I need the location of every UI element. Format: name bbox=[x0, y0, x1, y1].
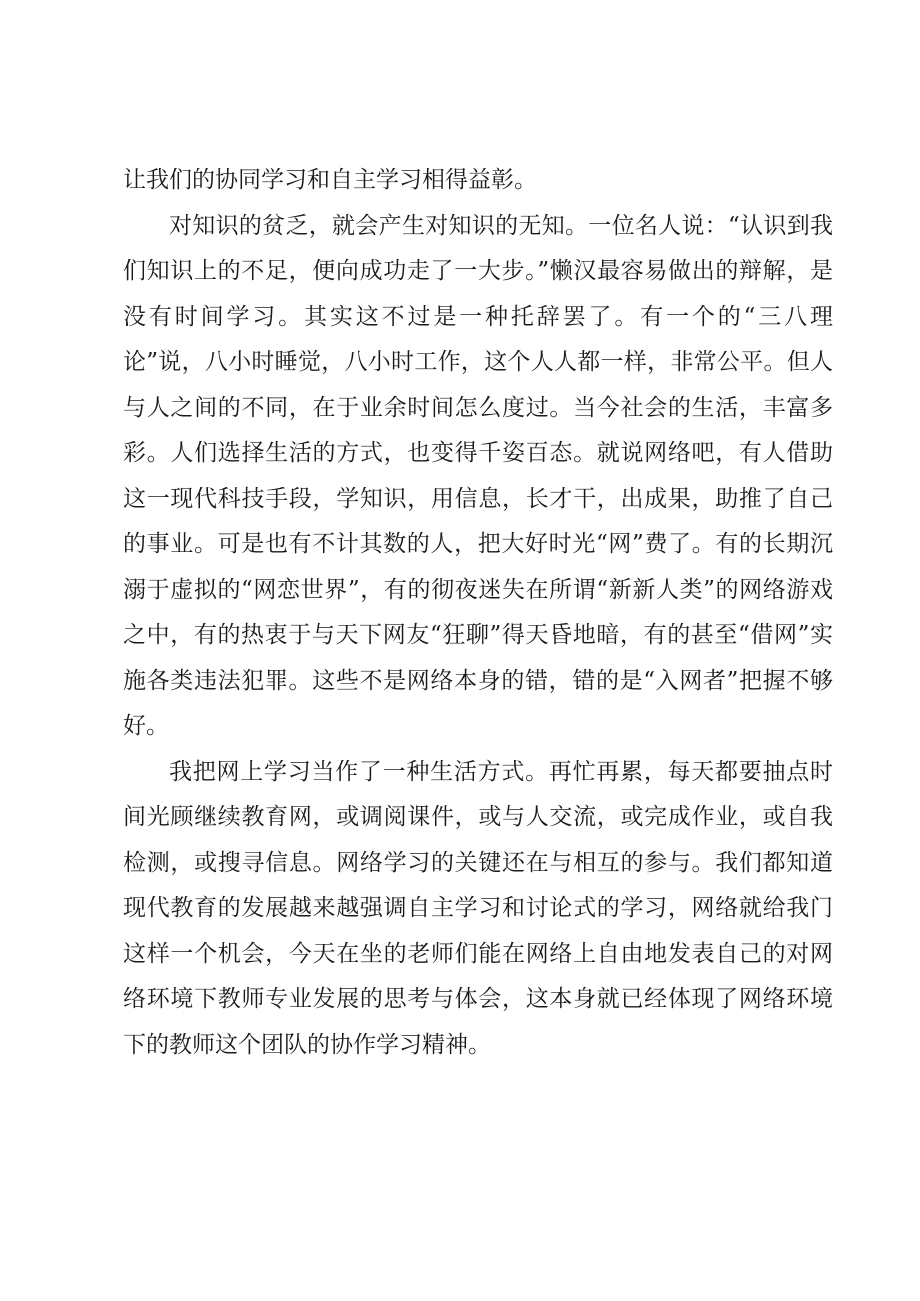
paragraph-knowledge: 对知识的贫乏，就会产生对知识的无知。一位名人说：“认识到我们知识上的不足，便向成功走了一大步。”懒汉最容易做出的辩解，是没有时间学习。其实这不过是一种托辞罢了。有一个的“三八理论”说，八小时睡觉，八小时工作，这个人人都一样，非常公平。但人与人之间的不同，在于业余时间怎么度过。当今社会的生活，丰富多彩。人们选择生活的方式，也变得千姿百态。就说网络吧，有人借助这一现代科技手段，学知识，用信息，长才干，出成果，助推了自己的事业。可是也有不计其数的人，把大好时光“网”费了。有的长期沉溺于虚拟的“网恋世界”，有的彻夜迷失在所谓“新新人类”的网络游戏之中，有的热衷于与天下网友“狂聊”得天昏地暗，有的甚至“借网”实施各类违法犯罪。这些不是网络本身的错，错的是“入网者”把握不够好。 bbox=[123, 212, 833, 739]
paragraph-continuation: 让我们的协同学习和自主学习相得益彰。 bbox=[123, 167, 537, 193]
paragraph-online-learning: 我把网上学习当作了一种生活方式。再忙再累，每天都要抽点时间光顾继续教育网，或调阅课件，或与人交流，或完成作业，或自我检测，或搜寻信息。网络学习的关键还在与相互的参与。我们都知道现代教育的发展越来越强调自主学习和讨论式的学习，网络就给我门这样一个机会，今天在坐的老师们能在网络上自由地发表自己的对网络环境下教师专业发展的思考与体会，这本身就已经体现了网络环境下的教师这个团队的协作学习精神。 bbox=[123, 758, 833, 1058]
document-body bbox=[123, 158, 833, 1068]
